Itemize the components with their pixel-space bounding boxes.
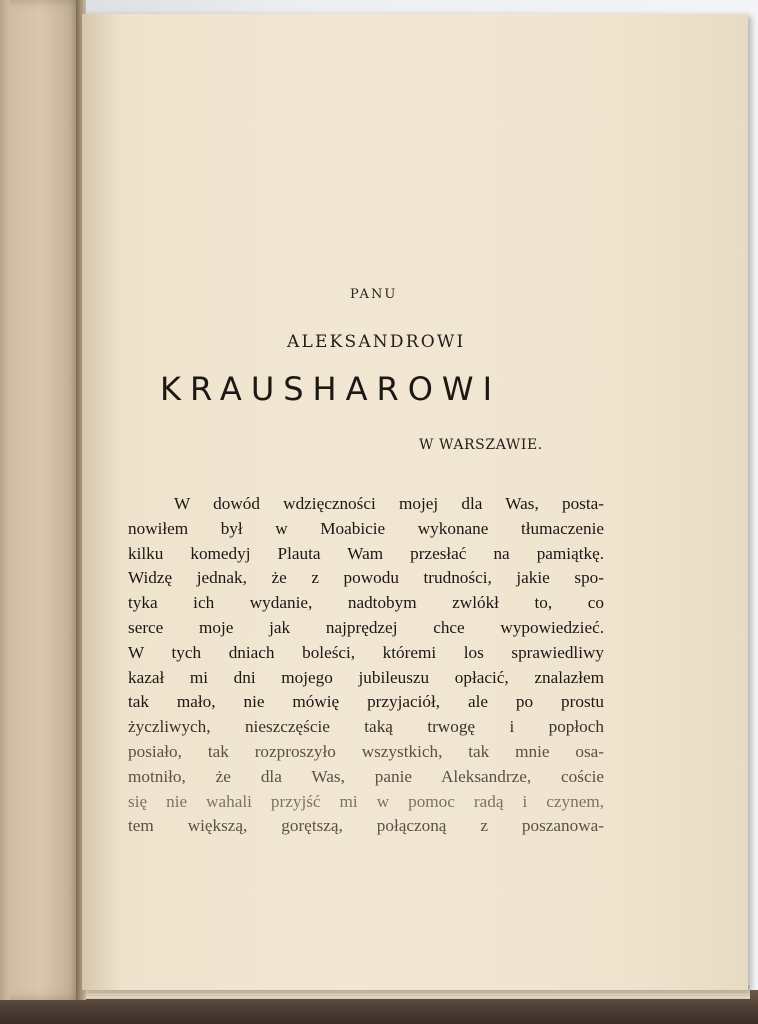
body-line: się nie wahali przyjść mi w pomoc radą i czynem,	[128, 791, 604, 811]
page-content	[82, 14, 748, 990]
body-line: W dowód wdzięczności mojej dla Was, posta-	[174, 494, 604, 513]
right-page	[82, 14, 748, 990]
body-line: życzliwych, nieszczęście taką trwogę i popłoch	[128, 717, 604, 737]
left-page-edge	[0, 0, 10, 1000]
body-line: W tych dniach boleści, któremi los sprawiedliwy	[128, 642, 604, 662]
body-line: tyka ich wydanie, nadtobym zwlókł to, co	[128, 593, 604, 613]
body-line: tem większą, gorętszą, połączoną z poszanowa-	[128, 816, 604, 836]
body-line: serce moje jak najprędzej chce wypowiedzieć.	[128, 617, 604, 637]
body-line: kazał mi dni mojego jubileuszu opłacić, znalazłem	[128, 667, 604, 687]
recipient-first-name: ALEKSANDROWI	[287, 332, 466, 352]
body-line: motniło, że dla Was, panie Aleksandrze, coście	[128, 766, 604, 786]
left-page	[0, 0, 82, 1000]
body-line: nowiłem był w Moabicie wykonane tłumaczenie	[128, 518, 604, 538]
body-line: kilku komedyj Plauta Wam przesłać na pamiątkę.	[128, 543, 604, 563]
dedication-location: W WARSZAWIE.	[419, 437, 543, 453]
dedication-body	[128, 492, 604, 839]
recipient-last-name: KRAUSHAROWI	[160, 370, 501, 408]
dedication-to: PANU	[350, 287, 398, 302]
body-line: Widzę jednak, że z powodu trudności, jakie spo-	[128, 568, 604, 588]
body-line: tak mało, nie mówię przyjaciół, ale po prostu	[128, 692, 604, 712]
body-line: posiało, tak rozproszyło wszystkich, tak mnie osa-	[128, 741, 604, 761]
